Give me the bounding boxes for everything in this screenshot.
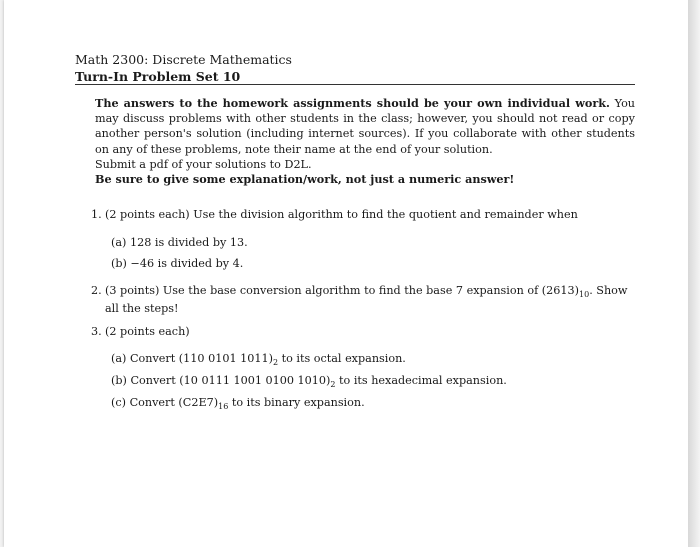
part-post: to its hexadecimal expansion.: [335, 374, 507, 387]
part-label: (b): [111, 257, 127, 270]
part-pre: Convert (10 0111 1001 0100 1010): [130, 374, 331, 387]
problem-text-part: (3 points) Use the base conversion algorithm to find the base 7 expansion of (2613): [105, 284, 579, 297]
part-label: (a): [111, 236, 127, 249]
problem-set-title: Turn-In Problem Set 10: [75, 69, 241, 84]
problem-3a: [111, 352, 406, 370]
base-subscript: 16: [218, 402, 229, 412]
header-rule: [75, 84, 635, 85]
instructions-body: You may discuss problems with other students in the class; however, you should not read or copy another person's solution (including internet sources). If you collaborate with other students on any of these problems, note their name at the end of your solution.: [95, 97, 636, 156]
part-post: to its octal expansion.: [278, 352, 406, 365]
part-label: (a): [111, 352, 127, 365]
problem-text-part: . Show all the steps!: [105, 284, 628, 316]
base-subscript: 10: [579, 290, 590, 300]
problem-number: 1.: [91, 208, 102, 221]
problem-text: [105, 284, 635, 316]
instructions: [75, 96, 635, 187]
part-label: (c): [111, 396, 126, 409]
base-subscript: 2: [330, 380, 336, 390]
part-pre: Convert (C2E7): [129, 396, 219, 409]
problem-3b: [111, 374, 507, 392]
problem-number: 2.: [91, 284, 102, 297]
problem-text: (2 points each) Use the division algorithm to find the quotient and remainder when: [105, 208, 578, 221]
document-page: [4, 0, 688, 547]
part-text: −46 is divided by 4.: [130, 257, 244, 270]
part-pre: Convert (110 0101 1011): [129, 352, 273, 365]
part-text: 128 is divided by 13.: [129, 236, 248, 249]
part-label: (b): [111, 374, 127, 387]
course-title: Math 2300: Discrete Mathematics: [75, 52, 292, 67]
problem-3c: [111, 396, 365, 414]
instructions-lead: The answers to the homework assignments should be your own individual work.: [95, 96, 610, 110]
problem-1b: [111, 257, 243, 271]
part-post: to its binary expansion.: [228, 396, 365, 409]
problem-number: 3.: [91, 325, 102, 338]
problem-1a: [111, 236, 248, 250]
submit-note: Submit a pdf of your solutions to D2L.: [95, 157, 312, 171]
problem-text: (2 points each): [105, 325, 190, 338]
page-edge-shadow: [688, 0, 700, 547]
base-subscript: 2: [272, 358, 279, 368]
explain-note: Be sure to give some explanation/work, not just a numeric answer!: [95, 172, 515, 187]
